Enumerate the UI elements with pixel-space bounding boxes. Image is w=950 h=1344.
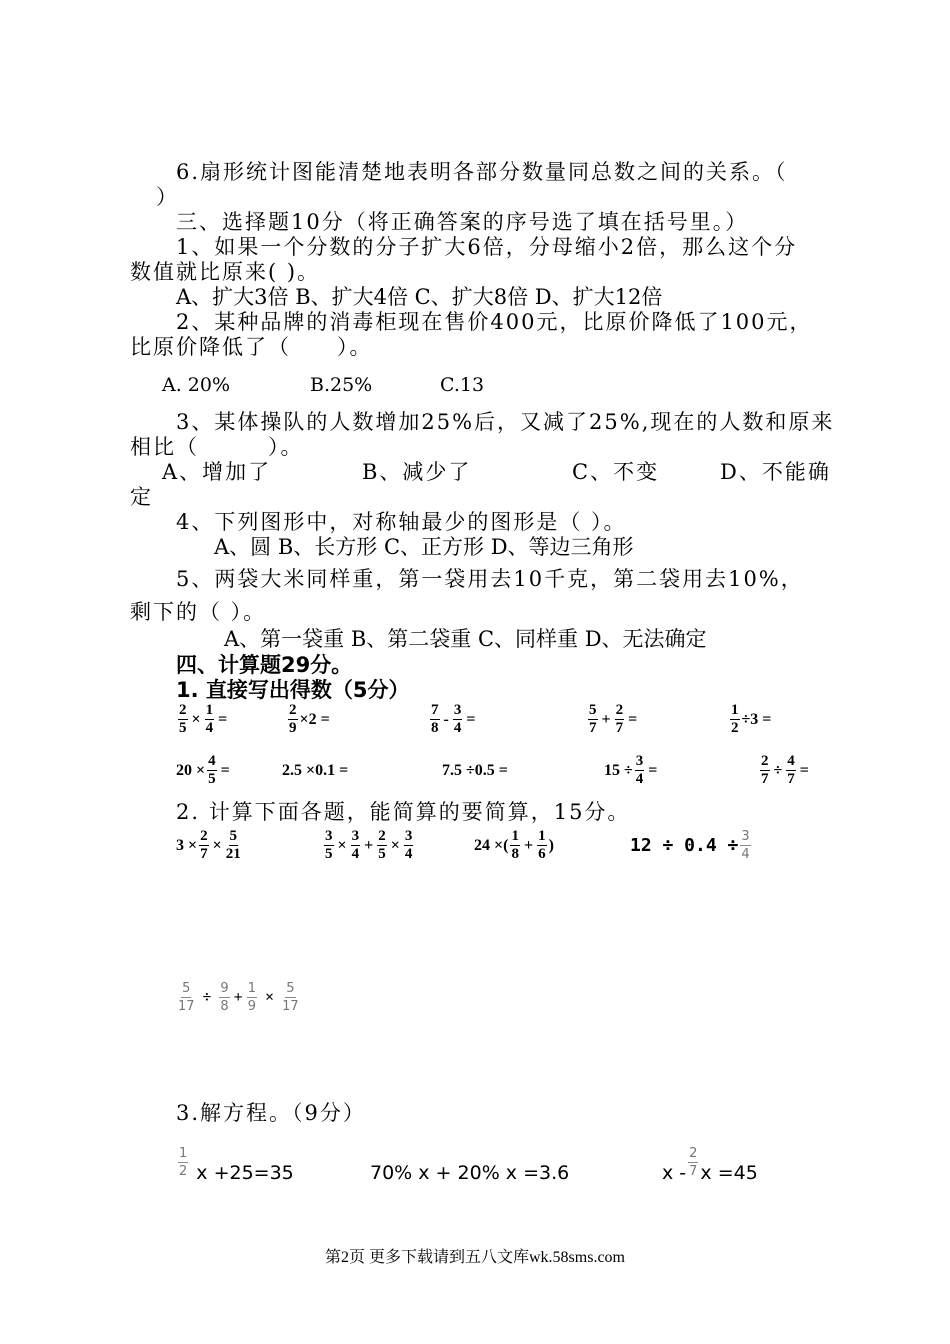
calc-part-3-title: 3.解方程。（9分） [176,1101,366,1125]
choice-q1-options: A、扩大3倍 B、扩大4倍 C、扩大8倍 D、扩大12倍 [176,285,663,309]
calc-1c: $\frac{7}{8}$ - $\frac{3}{4}$ = [431,702,476,736]
choice-q3-option-a: A、增加了 [162,460,272,484]
judge-item-6-paren: ） [156,185,177,209]
calc-2a: 20 × $\frac{4}{5}$ = [176,753,230,787]
equation-b: 70% x + 20% x =3.6 [370,1162,570,1184]
choice-q3-line1: 3、某体操队的人数增加25%后，又减了25%,现在的人数和原来 [176,410,835,434]
choice-q4-options: A、圆 B、长方形 C、正方形 D、等边三角形 [214,535,634,559]
choice-q5-line1: 5、两袋大米同样重，第一袋用去10千克，第二袋用去10%， [176,567,804,591]
calc-3b: $\frac{3}{5}$ × $\frac{3}{4}$ + $\frac{2}{5}$ × $\frac{3}{4}$ [325,828,413,862]
calc-1d: $\frac{5}{7}$ + $\frac{2}{7}$ = [589,702,638,736]
page-footer: 第2页 更多下载请到五八文库wk.58sms.com [324,1249,625,1266]
calc-3c: 24 × ( $\frac{1}{8}$ + $\frac{1}{6}$ ) [474,828,554,862]
section-3-title: 三、选择题10分（将正确答案的序号选了填在括号里。） [176,210,749,234]
section-4-title: 四、计算题29分。 [176,653,353,677]
calc-2b: 2.5 ×0.1 = [282,762,349,779]
calc-1b: $\frac{2}{9}$ ×2 = [289,702,330,736]
choice-q3-option-d: D、不能确 [720,460,831,484]
calc-2e: $\frac{2}{7}$ ÷ $\frac{4}{7}$ = [761,753,809,787]
choice-q2-option-c: C.13 [440,374,485,396]
equation-a: $\frac{1}{2}$ x +25=35 [179,1145,294,1184]
calc-1e: $\frac{1}{2}$ ÷3 = [731,702,772,736]
choice-q3-option-b: B、减少了 [362,460,472,484]
choice-q2-line2: 比原价降低了（ ）。 [130,335,373,359]
choice-q1-line1: 1、如果一个分数的分子扩大6倍，分母缩小2倍，那么这个分 [176,235,798,259]
calc-part-2-title: 2. 计算下面各题，能简算的要简算，15分。 [176,800,631,824]
choice-q3-option-c: C、不变 [572,460,660,484]
calc-1a: $\frac{2}{5}$ × $\frac{1}{4}$ = [179,702,228,736]
judge-item-6: 6.扇形统计图能清楚地表明各部分数量同总数之间的关系。（ [176,160,788,184]
calc-2d: 15 ÷ $\frac{3}{4}$ = [604,753,658,787]
calc-3d: 12 ÷ 0.4 ÷ $\frac{3}{4}$ [630,829,750,862]
calc-2c: 7.5 ÷0.5 = [442,762,508,779]
choice-q2-line1: 2、某种品牌的消毒柜现在售价400元，比原价降低了100元， [176,310,813,334]
calc-part-1-title: 1. 直接写出得数（5分） [176,678,410,702]
choice-q2-option-a: A. 20% [162,374,231,396]
choice-q3-line2: 相比（ ）。 [130,435,304,459]
equation-c: x - $\frac{2}{7}$ x =45 [662,1145,758,1184]
choice-q3-option-d-end: 定 [130,485,151,509]
choice-q2-option-b: B.25% [310,374,373,396]
calc-3a: 3 × $\frac{2}{7}$ × $\frac{5}{21}$ [176,828,241,862]
calc-4: $\frac{5}{17}$ ÷ $\frac{9}{8}$ + $\frac{1}{9}$ × $\frac{5}{17}$ [178,981,299,1014]
choice-q5-options: A、第一袋重 B、第二袋重 C、同样重 D、无法确定 [224,627,707,651]
choice-q4-line1: 4、下列图形中，对称轴最少的图形是（ ）。 [176,510,627,534]
choice-q5-line2: 剩下的（ ）。 [130,600,267,624]
choice-q1-line2: 数值就比原来( )。 [130,260,321,284]
